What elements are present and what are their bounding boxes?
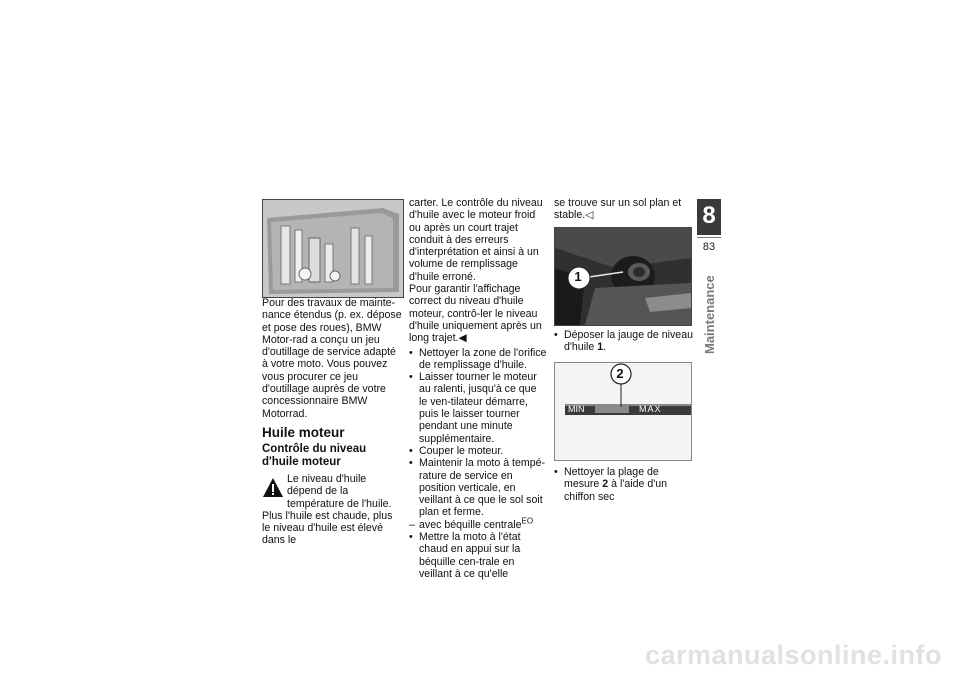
list-item: • Mettre la moto à l'état chaud en appui sur la béquille cen-trale en veillant à ce qu'elle [409,531,521,580]
column-3 [554,197,694,222]
callout-2: 2 [616,366,624,381]
paragraph-continued: se trouve sur un sol plan et stable.◁ [554,197,682,222]
tool-set-photo [262,199,404,298]
step-remove-dipstick [554,329,694,354]
list-item: • Laisser tourner le moteur au ralenti, jusqu'à ce que le ven-tilateur démarre, puis le laisser tourner pendant une minute supplémentaire. [409,371,537,445]
list-item: • Nettoyer la zone de l'orifice de remplissage d'huile. [409,346,547,371]
dipstick-max-label: MAX [639,404,662,414]
option-superscript: EO [521,516,534,526]
intro-paragraph: Pour des travaux de mainte-nance étendus (p. ex. dépose et pose des roues), BMW Motor-rad a conçu un jeu d'outillage de service adapté à votre moto. Vous pouvez vous procurer ce jeu d'outillage auprès de votre concessionnaire BMW Motorrad. [262,297,402,420]
list-item: • Déposer la jauge de niveau d'huile 1. [554,329,693,354]
list-item: • Maintenir la moto à tempé-rature de service en position verticale, en veillant à ce que le sol soit plan et ferme. [409,457,546,519]
warning-text: Le niveau d'huile dépend de la température de l'huile. Plus l'huile est chaude, plus le niveau d'huile est élevé dans le [262,472,393,547]
dipstick-min-label: MIN [568,404,585,414]
warning-note [262,473,402,547]
tab-divider [697,237,721,238]
watermark: carmanualsonline.info [644,640,942,670]
step-list [409,347,547,581]
page-number: 83 [702,241,716,253]
list-item: • Nettoyer la plage de mesure 2 à l'aide d'un chiffon sec [554,466,668,503]
end-mark-icon: ◀ [458,332,467,345]
chapter-title: Maintenance [702,275,717,354]
continue-mark-icon: ◁ [585,209,594,222]
dash-item: – avec béquille centrale$^{EO}$ [409,516,534,531]
paragraph-2: Pour garantir l'affichage correct du niveau d'huile moteur, contrô-ler le niveau d'huile uniquement après un long trajet.◀ [409,283,542,345]
column-2 [409,197,547,580]
sub-heading: Contrôle du niveau d'huile moteur [262,442,367,468]
list-item: • Couper le moteur. [409,444,504,457]
callout-1: 1 [574,269,582,284]
column-1 [262,297,402,547]
paragraph-1: carter. Le contrôle du niveau d'huile avec le moteur froid ou après un court trajet conduit à des erreurs d'interprétation et ainsi à un volume de remplissage d'huile erroné. [409,197,543,283]
warning-triangle-icon [262,477,284,499]
chapter-number: 8 [697,199,721,235]
section-heading: Huile moteur [262,424,345,440]
step-clean-measure [554,466,694,503]
